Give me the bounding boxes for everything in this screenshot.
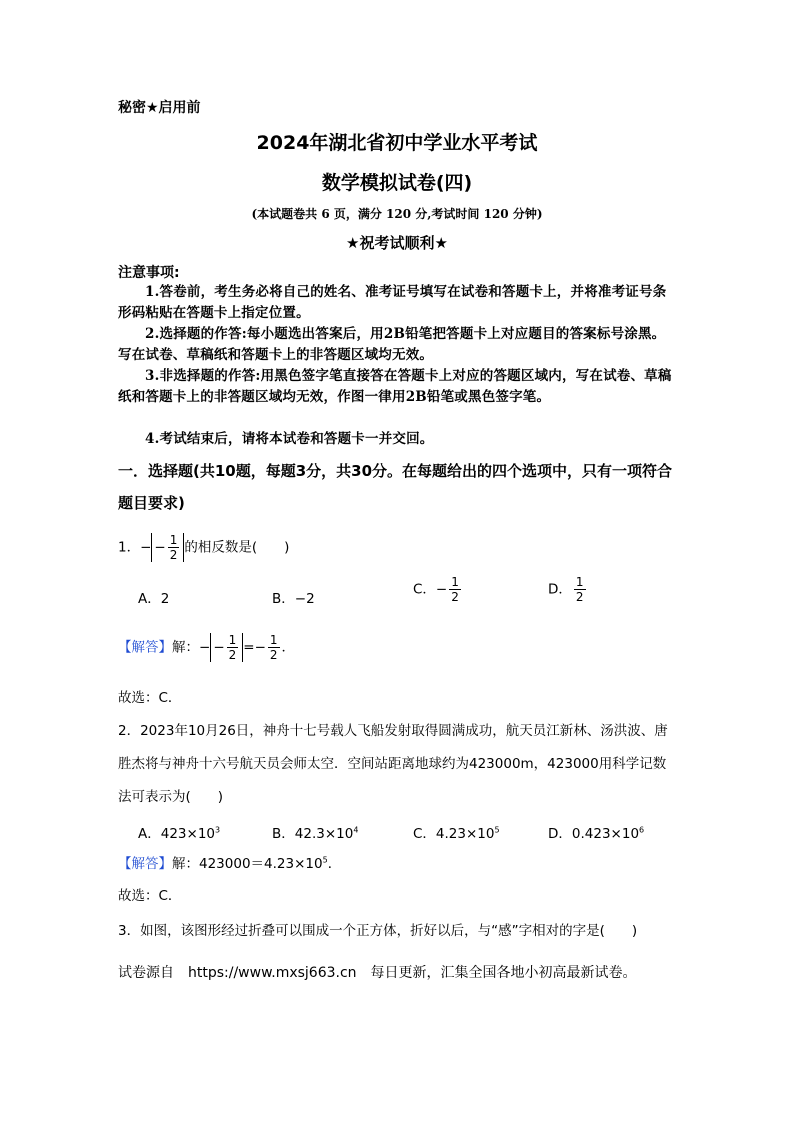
question-1 bbox=[118, 533, 289, 562]
paper-title: 数学模拟试卷(四) bbox=[321, 172, 473, 194]
footer-url[interactable]: https://www.mxsj663.cn bbox=[188, 965, 357, 981]
notice-heading: 注意事项: bbox=[118, 265, 180, 281]
q1-answer: 【解答】解：− − $\frac{1}{2}$ =− $\frac{1}{2}$ ． bbox=[118, 633, 296, 662]
section-heading: 一．选择题(共10题，每题3分，共30分。在每题给出的四个选项中，只有一项符合题目要求) bbox=[118, 462, 673, 512]
notice-item: 2.选择题的作答:每小题选出答案后，用2B铅笔把答题卡上对应题目的答案标号涂黑。写在试卷、草稿纸和答题卡上的非答题区域均无效。 bbox=[118, 326, 666, 363]
exam-title: 2024年湖北省初中学业水平考试 bbox=[256, 132, 538, 154]
footer-note: 每日更新，汇集全国各地小初高最新试卷。 bbox=[370, 965, 637, 981]
fraction: $\frac{1}{2}$ bbox=[269, 633, 278, 662]
fraction: $\frac{1}{2}$ bbox=[451, 575, 459, 604]
q2-selection: 故选：C． bbox=[118, 888, 182, 904]
question-2: 2．2023年10月26日，神舟十七号载人飞船发射取得圆满成功，航天员江新林、汤洪波、唐胜杰将与神舟十六号航天员会师太空．空间站距离地球约为423000m，423000用科学记数法可表示为( ) bbox=[118, 723, 668, 805]
notice-item: 1.答卷前，考生务必将自己的姓名、准考证号填写在试卷和答题卡上，并将准考证号条形码粘贴在答题卡上指定位置。 bbox=[118, 284, 667, 321]
paper-subtitle: (本试题卷共 6 页，满分 120 分,考试时间 120 分钟) bbox=[251, 207, 543, 221]
q1-prefix: 1．− bbox=[118, 539, 152, 556]
absolute-value: − $\frac{1}{2}$ bbox=[210, 633, 243, 662]
q1-option-a: A．2 bbox=[138, 591, 170, 607]
q2-answer: 【解答】解：$423000=4.23\times 10^5$． bbox=[118, 855, 342, 872]
good-luck-banner: ★祝考试顺利★ bbox=[346, 234, 448, 252]
answer-tag: 【解答】 bbox=[118, 856, 172, 872]
question-3: 3．如图，该图形经过折叠可以围成一个正方体，折好以后，与“感”字相对的字是( ) bbox=[118, 923, 638, 939]
fraction: $\frac{1}{2}$ bbox=[169, 533, 178, 562]
notice-item: 3.非选择题的作答:用黑色签字笔直接答在答题卡上对应的答题区域内，写在试卷、草稿纸和答题卡上的非答题区域均无效，作图一律用2B铅笔或黑色签字笔。 bbox=[118, 368, 672, 405]
q1-option-d: D． $\frac{1}{2}$ bbox=[548, 575, 584, 604]
q2-option-a: A．$423\times 10^3$ bbox=[138, 825, 221, 842]
q2-option-c: C．$4.23\times 10^5$ bbox=[413, 825, 500, 842]
q1-option-c: C．− $\frac{1}{2}$ bbox=[413, 575, 459, 604]
answer-tag: 【解答】 bbox=[118, 639, 172, 656]
q1-selection: 故选：C． bbox=[118, 690, 182, 706]
fraction: $\frac{1}{2}$ bbox=[228, 633, 237, 662]
q1-option-b: B．−2 bbox=[272, 591, 315, 607]
absolute-value: − $\frac{1}{2}$ bbox=[151, 533, 184, 562]
footer-source: 试卷源自 bbox=[118, 965, 174, 981]
notice-item: 4.考试结束后，请将本试卷和答题卡一并交回。 bbox=[145, 431, 434, 447]
fraction: $\frac{1}{2}$ bbox=[575, 575, 584, 604]
q2-option-b: B．$42.3\times 10^4$ bbox=[272, 825, 359, 842]
secret-label: 秘密★启用前 bbox=[118, 100, 201, 116]
q2-option-d: D．$0.423\times 10^6$ bbox=[548, 825, 645, 842]
page-footer bbox=[118, 962, 637, 982]
q1-suffix: 的相反数是( ) bbox=[184, 539, 290, 556]
